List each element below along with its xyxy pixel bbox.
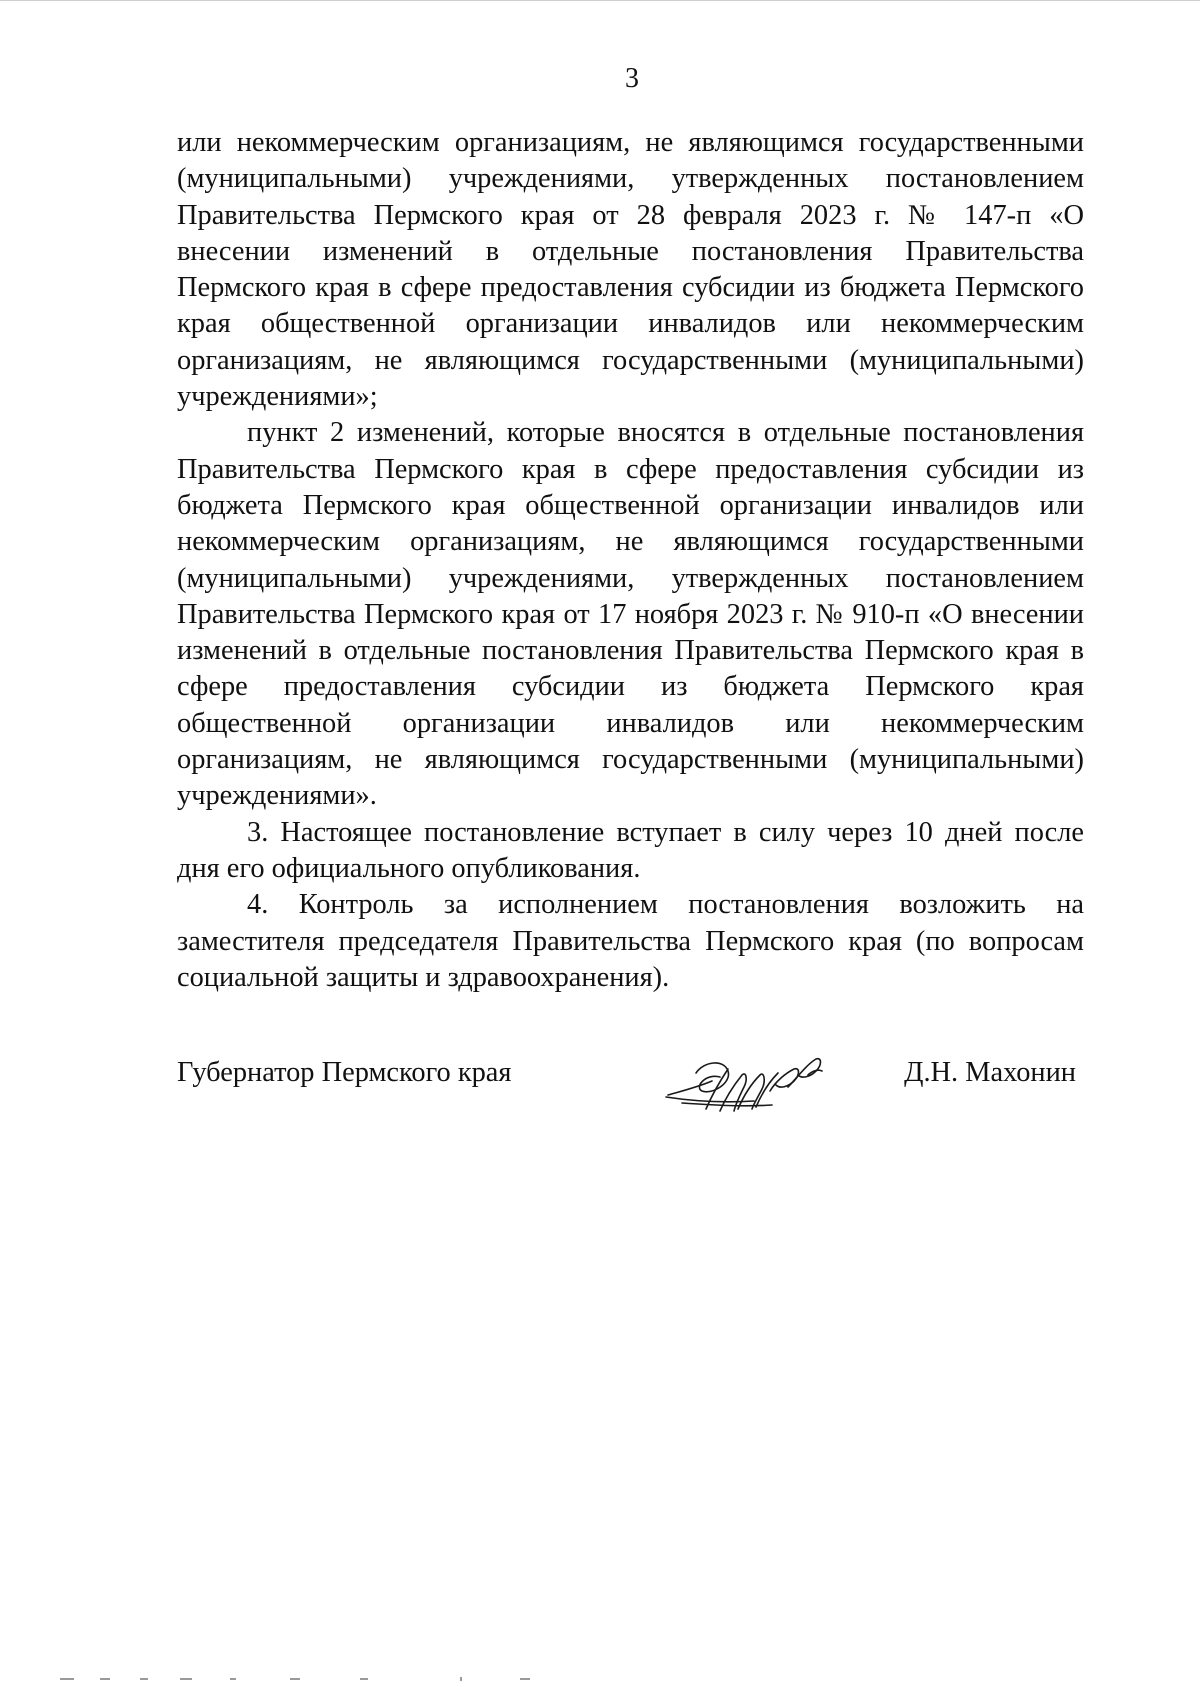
paragraph-point-4: 4. Контроль за исполнением постановления возложить на заместителя председателя Правительства Пермского края (по вопросам социальной защиты и здравоохранения). [177,889,1084,993]
page-number: 3 [625,63,639,94]
paragraph-point-3: 3. Настоящее постановление вступает в силу через 10 дней после дня его официального опубликования. [177,816,1084,884]
signatory-name: Д.Н. Махонин [904,1057,1076,1088]
signatory-position: Губернатор Пермского края [177,1057,512,1088]
handwritten-signature-icon [662,1051,837,1123]
paragraph-continuation: или некоммерческим организациям, не являющимся государственными (муниципальными) учреждениями, утвержденных постановлением Правительства Пермского края от 28 февраля 2023 г. № 147-п «О внесении изменений в отдельные постановления Правительства Пермского края в сфере предоставления субсидии из бюджета Пермского края общественной организации инвалидов или некоммерческим организациям, не являющимся государственными (муниципальными) учреждениями»; [177,127,1084,413]
signature-block [177,1051,1084,1131]
paragraph-item-2: пункт 2 изменений, которые вносятся в отдельные постановления Правительства Пермского края в сфере предоставления субсидии из бюджета Пермского края общественной организации инвалидов или некоммерческим организациям, не являющимся государственными (муниципальными) учреждениями, утвержденных постановлением Правительства Пермского края от 17 ноября 2023 г. № 910-п «О внесении изменений в отдельные постановления Правительства Пермского края в сфере предоставления субсидии из бюджета Пермского края общественной организации инвалидов или некоммерческим организациям, не являющимся государственными (муниципальными) учреждениями». [177,417,1084,812]
document-body [177,125,1084,996]
scan-edge-artifacts [60,1677,580,1681]
